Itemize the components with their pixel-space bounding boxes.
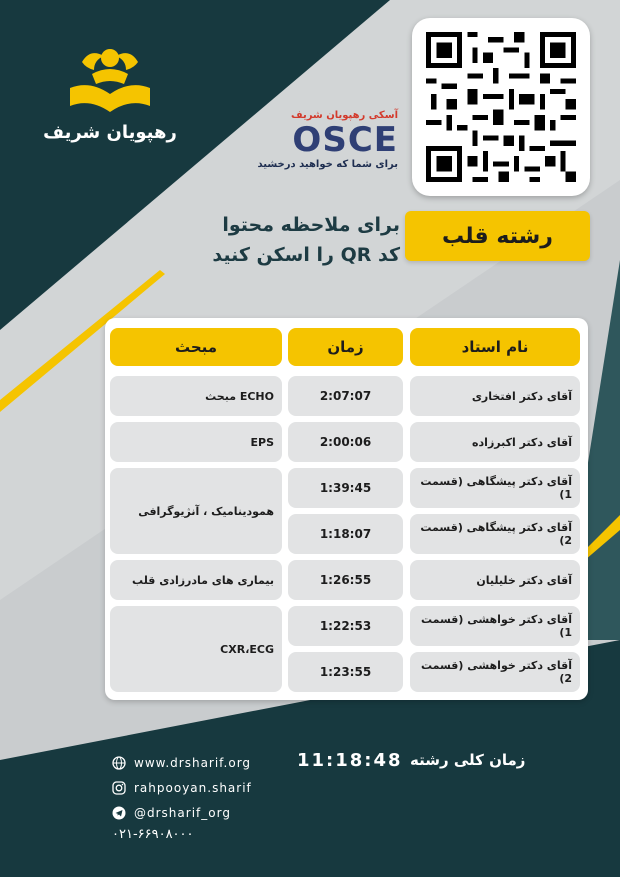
- header-teacher: نام استاد: [410, 328, 580, 366]
- time-cell: 1:18:07: [288, 514, 403, 554]
- topic-cell: CXR،ECG: [110, 606, 282, 692]
- brand-name: رهپویان شریف: [43, 122, 177, 143]
- field-title: رشته قلب: [405, 211, 590, 261]
- time-cell: 1:23:55: [288, 652, 403, 692]
- header-topic: مبحث: [110, 328, 282, 366]
- qr-code-icon: [426, 32, 576, 182]
- teacher-cell: آقای دکتر خواهشی (قسمت 2): [410, 652, 580, 692]
- time-cell: 2:07:07: [288, 376, 403, 416]
- teacher-cell: آقای دکتر خلیلیان: [410, 560, 580, 600]
- globe-icon: [112, 756, 126, 770]
- osce-top-text: آسکی رهپویان شریف: [291, 110, 398, 121]
- instagram-text: rahpooyan.sharif: [134, 781, 252, 795]
- total-time: 11:18:48: [297, 750, 403, 771]
- scan-line-1: برای ملاحظه محتوا: [222, 214, 400, 236]
- time-cell: 1:39:45: [288, 468, 403, 508]
- schedule-table: [105, 318, 588, 700]
- time-cell: 1:26:55: [288, 560, 403, 600]
- osce-subtitle: برای شما که خواهید درخشید: [257, 159, 398, 170]
- phone-number: ۰۲۱-۶۶۹۰۸۰۰۰: [112, 827, 194, 842]
- telegram-icon: [112, 806, 126, 820]
- scan-line-2: کد QR را اسکن کنید: [212, 244, 400, 266]
- website-link[interactable]: [112, 752, 252, 774]
- teacher-cell: آقای دکتر افتخاری: [410, 376, 580, 416]
- topic-cell: بیماری های مادرزادی قلب: [110, 560, 282, 600]
- teacher-cell: آقای دکتر اکبرزاده: [410, 422, 580, 462]
- osce-logo: [248, 110, 398, 170]
- instagram-link[interactable]: [112, 777, 252, 799]
- teacher-cell: آقای دکتر خواهشی (قسمت 1): [410, 606, 580, 646]
- topic-cell: همودینامیک ، آنژیوگرافی: [110, 468, 282, 554]
- time-cell: 1:22:53: [288, 606, 403, 646]
- teacher-cell: آقای دکتر پیشگاهی (قسمت 1): [410, 468, 580, 508]
- header-time: زمان: [288, 328, 403, 366]
- topic-cell: EPS: [110, 422, 282, 462]
- scan-instruction: [185, 210, 400, 270]
- brand-logo: [40, 40, 180, 143]
- topic-cell: ECHO مبحث: [110, 376, 282, 416]
- contact-list: [112, 752, 252, 842]
- qr-code[interactable]: [412, 18, 590, 196]
- time-cell: 2:00:06: [288, 422, 403, 462]
- website-text: www.drsharif.org: [134, 756, 252, 770]
- instagram-icon: [112, 781, 126, 795]
- osce-wordmark: OSCE: [292, 120, 398, 160]
- telegram-link[interactable]: [112, 802, 252, 824]
- total-time-label: زمان کلی رشته: [410, 751, 526, 769]
- telegram-text: @drsharif_org: [134, 806, 231, 820]
- teacher-cell: آقای دکتر پیشگاهی (قسمت 2): [410, 514, 580, 554]
- logo-icon: [62, 40, 158, 120]
